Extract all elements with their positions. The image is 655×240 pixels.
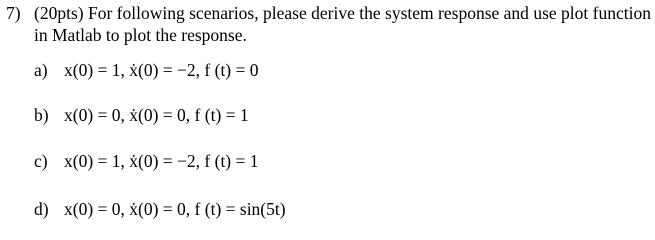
question-number: 7) bbox=[6, 3, 21, 23]
part-d bbox=[34, 199, 286, 220]
part-label: d) bbox=[34, 199, 49, 219]
part-label: c) bbox=[34, 151, 48, 171]
part-label: b) bbox=[34, 105, 49, 125]
initial-conditions-expression: x(0) = 1, ẋ(0) = −2, f (t) = 0 bbox=[64, 60, 259, 80]
initial-conditions-expression: x(0) = 0, ẋ(0) = 0, f (t) = sin(5t) bbox=[64, 199, 286, 219]
question-header bbox=[6, 0, 651, 46]
part-b bbox=[34, 105, 249, 126]
question-text: (20pts) For following scenarios, please derive the system response and use plot function in Matlab to plot the response. bbox=[34, 3, 651, 45]
question-block bbox=[6, 0, 651, 46]
initial-conditions-expression: x(0) = 1, ẋ(0) = −2, f (t) = 1 bbox=[64, 151, 259, 171]
initial-conditions-expression: x(0) = 0, ẋ(0) = 0, f (t) = 1 bbox=[64, 105, 249, 125]
part-label: a) bbox=[34, 60, 48, 80]
part-a bbox=[34, 60, 259, 81]
part-c bbox=[34, 151, 259, 172]
